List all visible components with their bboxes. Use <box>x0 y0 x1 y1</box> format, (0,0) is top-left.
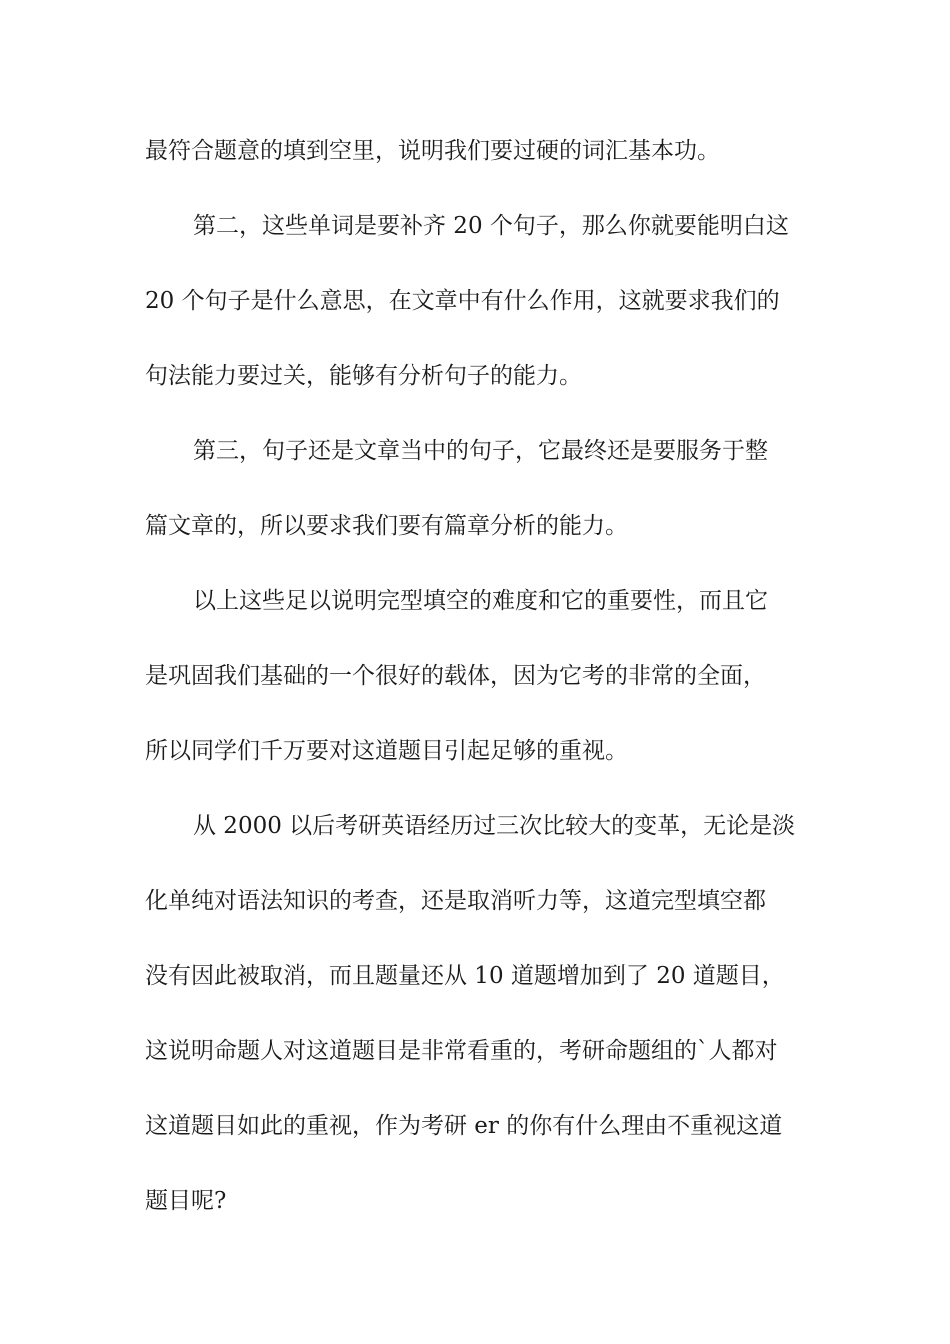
text-line: 没有因此被取消，而且题量还从 10 道题增加到了 20 道题目， <box>145 963 785 989</box>
text-line: 篇文章的，所以要求我们要有篇章分析的能力。 <box>145 513 628 539</box>
text-line: 这道题目如此的重视，作为考研 er 的你有什么理由不重视这道 <box>145 1113 783 1139</box>
paragraph-start-line: 第二，这些单词是要补齐 20 个句子，那么你就要能明白这 <box>193 213 789 239</box>
text-line: 20 个句子是什么意思，在文章中有什么作用，这就要求我们的 <box>145 288 780 314</box>
paragraph-start-line: 第三，句子还是文章当中的句子，它最终还是要服务于整 <box>193 438 768 464</box>
text-line: 最符合题意的填到空里，说明我们要过硬的词汇基本功。 <box>145 138 720 164</box>
paragraph-start-line: 从 2000 以后考研英语经历过三次比较大的变革，无论是淡 <box>193 813 796 839</box>
text-line: 题目呢? <box>145 1188 227 1214</box>
text-line: 化单纯对语法知识的考查，还是取消听力等，这道完型填空都 <box>145 888 766 914</box>
text-line: 句法能力要过关，能够有分析句子的能力。 <box>145 363 582 389</box>
text-line: 是巩固我们基础的一个很好的载体，因为它考的非常的全面， <box>145 663 766 689</box>
paragraph-start-line: 以上这些足以说明完型填空的难度和它的重要性，而且它 <box>193 588 768 614</box>
text-line: 所以同学们千万要对这道题目引起足够的重视。 <box>145 738 628 764</box>
text-line: 这说明命题人对这道题目是非常看重的，考研命题组的`人都对 <box>145 1038 778 1064</box>
